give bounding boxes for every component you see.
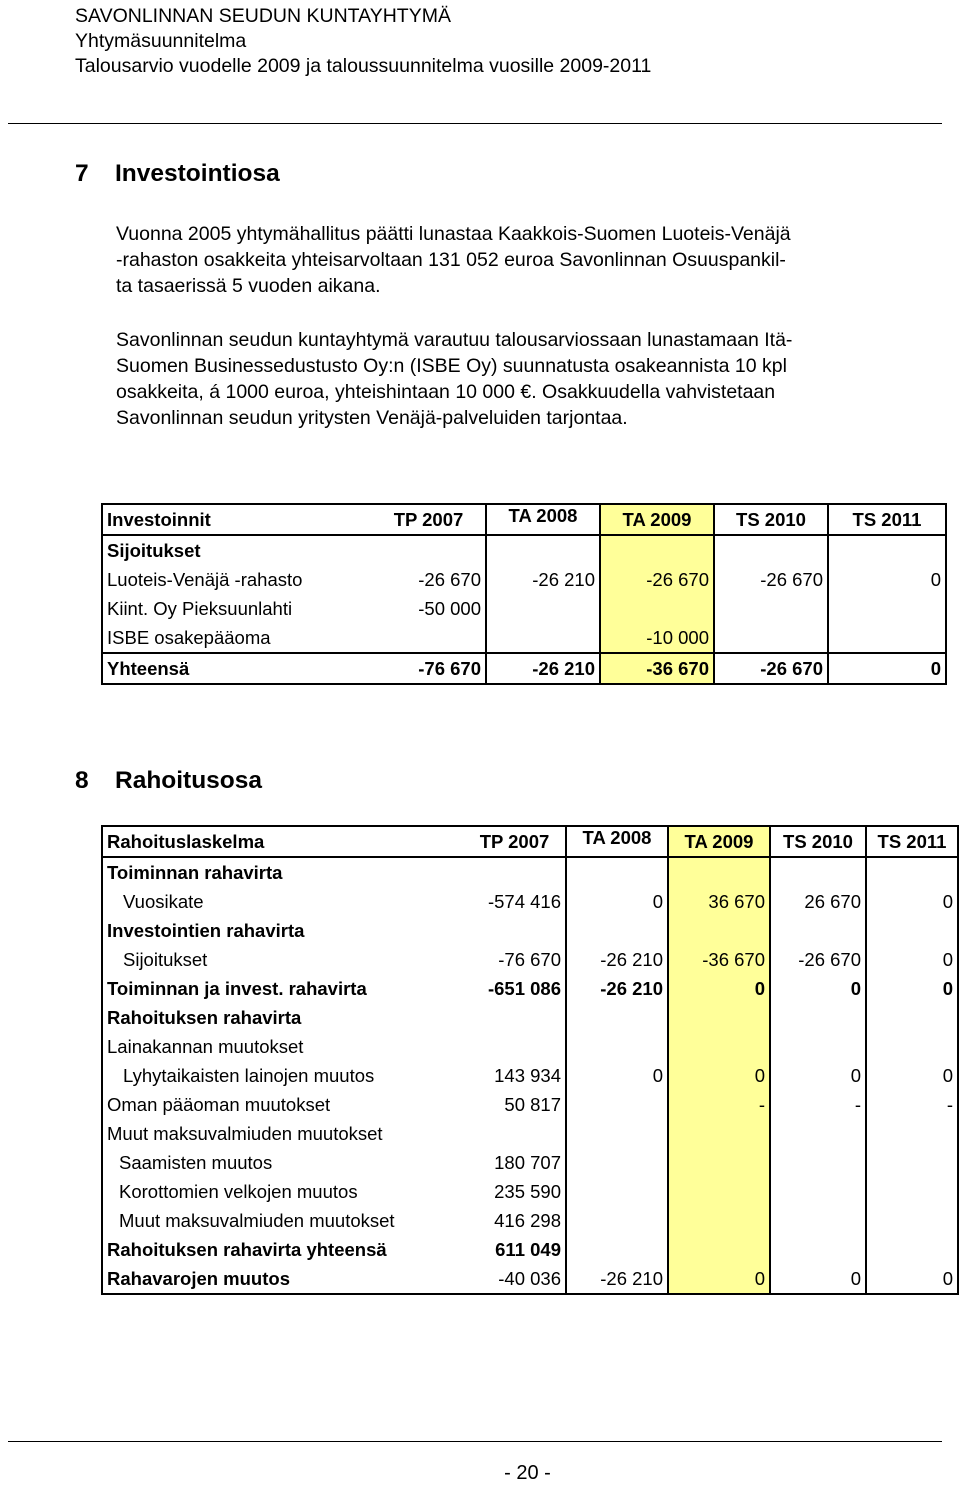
table-cell <box>828 594 946 623</box>
table-cell: 0 <box>668 1264 770 1294</box>
table-cell <box>866 1177 958 1206</box>
section-8-heading <box>75 767 262 795</box>
table-row <box>102 1061 958 1090</box>
table-cell <box>866 1119 958 1148</box>
org-name: SAVONLINNAN SEUDUN KUNTAYHTYMÄ <box>75 5 451 27</box>
table-cell <box>464 1003 566 1032</box>
paragraph-line: -rahaston osakkeita yhteisarvoltaan 131 052 euroa Savonlinnan Osuuspankil- <box>116 249 786 271</box>
table-header-row <box>102 504 946 535</box>
section-8-title: Rahoitusosa <box>115 767 263 794</box>
table-row <box>102 535 946 565</box>
table-cell <box>566 857 668 887</box>
row-label: Kiint. Oy Pieksuunlahti <box>102 594 372 623</box>
table-cell: -26 210 <box>486 653 600 684</box>
table-cell <box>770 1235 866 1264</box>
row-label: Vuosikate <box>102 887 464 916</box>
table-cell <box>566 1235 668 1264</box>
footer-rule <box>8 1441 942 1442</box>
section-7-paragraph-2 <box>116 327 936 431</box>
table-cell: -76 670 <box>464 945 566 974</box>
table-row <box>102 974 958 1003</box>
row-label: Toiminnan rahavirta <box>102 857 464 887</box>
paragraph-line: ta tasaerissä 5 vuoden aikana. <box>116 275 381 297</box>
table-cell <box>668 857 770 887</box>
table-cell <box>714 594 828 623</box>
table-header-row <box>102 826 958 857</box>
table-cell <box>668 1119 770 1148</box>
table-cell: -36 670 <box>668 945 770 974</box>
table-cell <box>770 1032 866 1061</box>
column-header: TA 2009 <box>600 504 714 535</box>
table-row <box>102 623 946 653</box>
table-cell: -26 210 <box>566 945 668 974</box>
column-header: Investoinnit <box>102 504 372 535</box>
column-header: TA 2009 <box>668 826 770 857</box>
table-cell: -26 670 <box>714 653 828 684</box>
section-7-heading <box>75 160 280 188</box>
row-label: Muut maksuvalmiuden muutokset <box>102 1119 464 1148</box>
row-label: Rahoituksen rahavirta yhteensä <box>102 1235 464 1264</box>
document-header <box>75 4 651 79</box>
table-cell <box>600 594 714 623</box>
paragraph-line: osakkeita, á 1000 euroa, yhteishintaan 10 000 €. Osakkuudella vahvistetaan <box>116 381 776 403</box>
table-cell: 0 <box>770 1061 866 1090</box>
table-cell <box>866 916 958 945</box>
investments-table <box>101 503 947 685</box>
table-cell <box>668 1206 770 1235</box>
table-cell <box>866 1148 958 1177</box>
table-cell <box>668 916 770 945</box>
table-cell <box>566 1206 668 1235</box>
table-cell: - <box>866 1090 958 1119</box>
page-number: - 20 - <box>504 1462 551 1484</box>
table-cell: -26 670 <box>770 945 866 974</box>
table-cell: -26 210 <box>566 974 668 1003</box>
section-7-number: 7 <box>75 160 89 187</box>
paragraph-line: Savonlinnan seudun yritysten Venäjä-palveluiden tarjontaa. <box>116 407 628 429</box>
table-cell <box>770 857 866 887</box>
row-label: Lainakannan muutokset <box>102 1032 464 1061</box>
table-cell: -26 210 <box>486 565 600 594</box>
table-cell: -10 000 <box>600 623 714 653</box>
row-label: Rahoituksen rahavirta <box>102 1003 464 1032</box>
table-cell: 0 <box>866 945 958 974</box>
table-row <box>102 887 958 916</box>
table-cell <box>464 857 566 887</box>
table-cell <box>372 623 486 653</box>
table-cell <box>566 1148 668 1177</box>
table-cell <box>566 1177 668 1206</box>
table-cell: -76 670 <box>372 653 486 684</box>
table-cell <box>770 916 866 945</box>
table-cell: 0 <box>866 1061 958 1090</box>
row-label: Muut maksuvalmiuden muutokset <box>102 1206 464 1235</box>
section-7-paragraph-1 <box>116 221 936 299</box>
row-label: Rahavarojen muutos <box>102 1264 464 1294</box>
table-row <box>102 1148 958 1177</box>
row-label: ISBE osakepääoma <box>102 623 372 653</box>
row-label: Toiminnan ja invest. rahavirta <box>102 974 464 1003</box>
financing-table-body <box>102 857 958 1294</box>
column-header: TS 2010 <box>770 826 866 857</box>
table-cell <box>464 1032 566 1061</box>
column-header: TA 2008 <box>486 504 600 535</box>
row-label: Korottomien velkojen muutos <box>102 1177 464 1206</box>
financing-table <box>101 825 959 1295</box>
table-cell <box>770 1003 866 1032</box>
table-cell <box>866 1206 958 1235</box>
table-cell: 0 <box>566 1061 668 1090</box>
table-cell <box>866 1032 958 1061</box>
table-row <box>102 565 946 594</box>
table-cell <box>828 623 946 653</box>
table-row <box>102 1264 958 1294</box>
table-row <box>102 945 958 974</box>
row-label: Lyhytaikaisten lainojen muutos <box>102 1061 464 1090</box>
table-cell: -26 670 <box>714 565 828 594</box>
table-cell <box>464 916 566 945</box>
table-cell: -26 670 <box>600 565 714 594</box>
table-cell: 50 817 <box>464 1090 566 1119</box>
table-cell: - <box>668 1090 770 1119</box>
table-cell <box>866 1235 958 1264</box>
table-cell: -36 670 <box>600 653 714 684</box>
table-cell <box>566 1032 668 1061</box>
row-label: Sijoitukset <box>102 535 372 565</box>
table-cell <box>866 857 958 887</box>
table-row <box>102 916 958 945</box>
column-header: Rahoituslaskelma <box>102 826 464 857</box>
column-header: TS 2011 <box>866 826 958 857</box>
table-cell: -40 036 <box>464 1264 566 1294</box>
table-cell <box>668 1003 770 1032</box>
table-cell <box>770 1119 866 1148</box>
table-row <box>102 1177 958 1206</box>
table-cell: 611 049 <box>464 1235 566 1264</box>
table-row <box>102 1090 958 1119</box>
doc-name: Yhtymäsuunnitelma <box>75 30 247 52</box>
table-cell <box>770 1206 866 1235</box>
table-cell <box>566 1003 668 1032</box>
table-cell <box>668 1148 770 1177</box>
table-row <box>102 1119 958 1148</box>
table-cell: 0 <box>866 887 958 916</box>
table-row <box>102 594 946 623</box>
table-cell <box>566 916 668 945</box>
table-row <box>102 1206 958 1235</box>
table-cell <box>486 623 600 653</box>
paragraph-line: Suomen Businessedustusto Oy:n (ISBE Oy) suunnatusta osakeannista 10 kpl <box>116 355 787 377</box>
doc-title: Talousarvio vuodelle 2009 ja taloussuunnitelma vuosille 2009-2011 <box>75 55 652 77</box>
paragraph-line: Vuonna 2005 yhtymähallitus päätti lunastaa Kaakkois-Suomen Luoteis-Venäjä <box>116 223 791 245</box>
table-cell: 0 <box>828 653 946 684</box>
column-header: TS 2010 <box>714 504 828 535</box>
table-row <box>102 1003 958 1032</box>
table-cell: 0 <box>770 974 866 1003</box>
table-cell: 0 <box>866 1264 958 1294</box>
section-7-title: Investointiosa <box>115 160 280 187</box>
table-total-row <box>102 653 946 684</box>
table-cell <box>464 1119 566 1148</box>
column-header: TP 2007 <box>464 826 566 857</box>
table-cell: 0 <box>668 1061 770 1090</box>
row-label: Sijoitukset <box>102 945 464 974</box>
table-row <box>102 1032 958 1061</box>
table-cell: -651 086 <box>464 974 566 1003</box>
table-cell: 26 670 <box>770 887 866 916</box>
table-cell: - <box>770 1090 866 1119</box>
header-rule <box>8 123 942 124</box>
column-header: TS 2011 <box>828 504 946 535</box>
row-label: Luoteis-Venäjä -rahasto <box>102 565 372 594</box>
table-cell <box>566 1090 668 1119</box>
table-cell <box>770 1177 866 1206</box>
table-cell: 235 590 <box>464 1177 566 1206</box>
table-cell: 0 <box>668 974 770 1003</box>
row-label: Investointien rahavirta <box>102 916 464 945</box>
table-cell: 36 670 <box>668 887 770 916</box>
row-label: Saamisten muutos <box>102 1148 464 1177</box>
table-cell <box>668 1177 770 1206</box>
paragraph-line: Savonlinnan seudun kuntayhtymä varautuu talousarviossaan lunastamaan Itä- <box>116 329 793 351</box>
table-cell: -574 416 <box>464 887 566 916</box>
table-cell: 416 298 <box>464 1206 566 1235</box>
table-row <box>102 1235 958 1264</box>
table-cell <box>770 1148 866 1177</box>
column-header: TA 2008 <box>566 826 668 857</box>
table-cell: -26 670 <box>372 565 486 594</box>
table-cell: -26 210 <box>566 1264 668 1294</box>
section-8-number: 8 <box>75 767 89 794</box>
table-cell: 180 707 <box>464 1148 566 1177</box>
table-cell <box>486 594 600 623</box>
table-cell: 143 934 <box>464 1061 566 1090</box>
table-cell: 0 <box>866 974 958 1003</box>
table-cell: 0 <box>828 565 946 594</box>
table-cell <box>866 1003 958 1032</box>
row-label: Yhteensä <box>102 653 372 684</box>
table-row <box>102 857 958 887</box>
table-cell: 0 <box>770 1264 866 1294</box>
table-cell: 0 <box>566 887 668 916</box>
table-cell <box>668 1032 770 1061</box>
table-cell: -50 000 <box>372 594 486 623</box>
table-cell <box>714 623 828 653</box>
row-label: Oman pääoman muutokset <box>102 1090 464 1119</box>
column-header: TP 2007 <box>372 504 486 535</box>
table-cell <box>668 1235 770 1264</box>
table-cell <box>566 1119 668 1148</box>
